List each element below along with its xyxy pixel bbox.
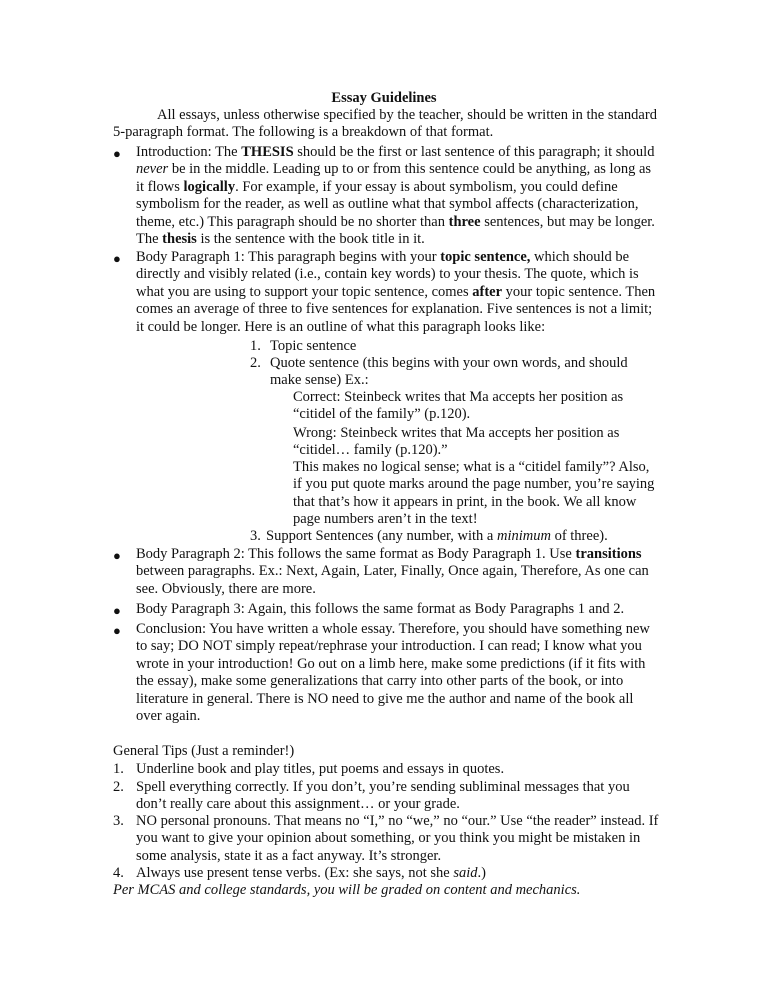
bullet-body-paragraph-1: Body Paragraph 1: This paragraph begins with your topic sentence, which should be directly and visibly related (i.e., contain key words) to your thesis. The quote, which is what you are using to support your topic sentence, comes after your topic sentence. Then comes an average of three to five sentences for explanation. Five sentences is not a limit; it could be longer. Here is an outline of what this paragraph looks like:	[136, 249, 656, 335]
outline-item-support-sentences: Support Sentences (any number, with a minimum of three).	[266, 528, 608, 544]
grading-note: Per MCAS and college standards, you will be graded on content and mechanics.	[113, 882, 581, 898]
bullet-icon: ●	[113, 251, 121, 266]
example-wrong: Wrong: Steinbeck writes that Ma accepts her position as “citidel… family (p.120).”	[293, 425, 620, 459]
outline-number: 2.	[250, 355, 261, 371]
tip-item: Underline book and play titles, put poems and essays in quotes.	[136, 761, 505, 777]
bullet-icon: ●	[113, 548, 121, 563]
bullet-conclusion: Conclusion: You have written a whole essay. Therefore, you should have something new to say; DO NOT simply repeat/rephrase your introduction. I can read; I know what you wrote in your introduction! Go out on a limb here, make some predictions (if it fits with the essay), make some generalizations that carry into other parts of the book, or into literature in general. There is NO need to give me the author and name of the book all over again.	[136, 621, 650, 725]
tip-number: 2.	[113, 779, 124, 795]
tip-number: 4.	[113, 865, 124, 881]
bullet-icon: ●	[113, 603, 121, 618]
tip-item: Spell everything correctly. If you don’t, you’re sending subliminal messages that you don’t really care about this assignment… or your grade.	[136, 779, 630, 813]
bullet-icon: ●	[113, 146, 121, 161]
example-explanation: This makes no logical sense; what is a “citidel family”? Also, if you put quote marks around the page number, you’re saying that that’s how it appears in print, in the book. We all know page numbers aren’t in the text!	[293, 459, 655, 528]
outline-item-quote-sentence: Quote sentence (this begins with your own words, and should make sense) Ex.:	[270, 355, 628, 389]
example-correct: Correct: Steinbeck writes that Ma accepts her position as “citidel of the family” (p.120).	[293, 389, 624, 423]
intro-paragraph: All essays, unless otherwise specified by the teacher, should be written in the standard 5-paragraph format. The following is a breakdown of that format.	[113, 107, 657, 141]
page-title: Essay Guidelines	[331, 90, 437, 106]
bullet-body-paragraph-2: Body Paragraph 2: This follows the same format as Body Paragraph 1. Use transitions between paragraphs. Ex.: Next, Again, Later, Finally, Once again, Therefore, As one can see. Obviously, there are more.	[136, 546, 649, 597]
tip-item: Always use present tense verbs. (Ex: she says, not she said.)	[136, 865, 486, 881]
bullet-introduction: Introduction: The THESIS should be the first or last sentence of this paragraph; it should never be in the middle. Leading up to or from this sentence could be anything, as long as it flows logically. For example, if your essay is about symbolism, you could define symbolism for the reader, as well as outline what that symbol affects (characterization, theme, etc.) This paragraph should be no shorter than three sentences, but may be longer. The thesis is the sentence with the book title in it.	[136, 144, 655, 248]
tip-number: 1.	[113, 761, 124, 777]
tip-number: 3.	[113, 813, 124, 829]
tip-item: NO personal pronouns. That means no “I,” no “we,” no “our.” Use “the reader” instead. If you want to give your opinion about something, or you think you might be mistaken in some analysis, state it as a fact anyway. It’s stronger.	[136, 813, 659, 864]
bullet-icon: ●	[113, 623, 121, 638]
outline-item-topic-sentence: Topic sentence	[270, 338, 357, 354]
outline-number: 1.	[250, 338, 261, 354]
bullet-body-paragraph-3: Body Paragraph 3: Again, this follows the same format as Body Paragraphs 1 and 2.	[136, 601, 625, 617]
outline-number: 3.	[250, 528, 261, 544]
tips-heading: General Tips (Just a reminder!)	[113, 743, 295, 759]
